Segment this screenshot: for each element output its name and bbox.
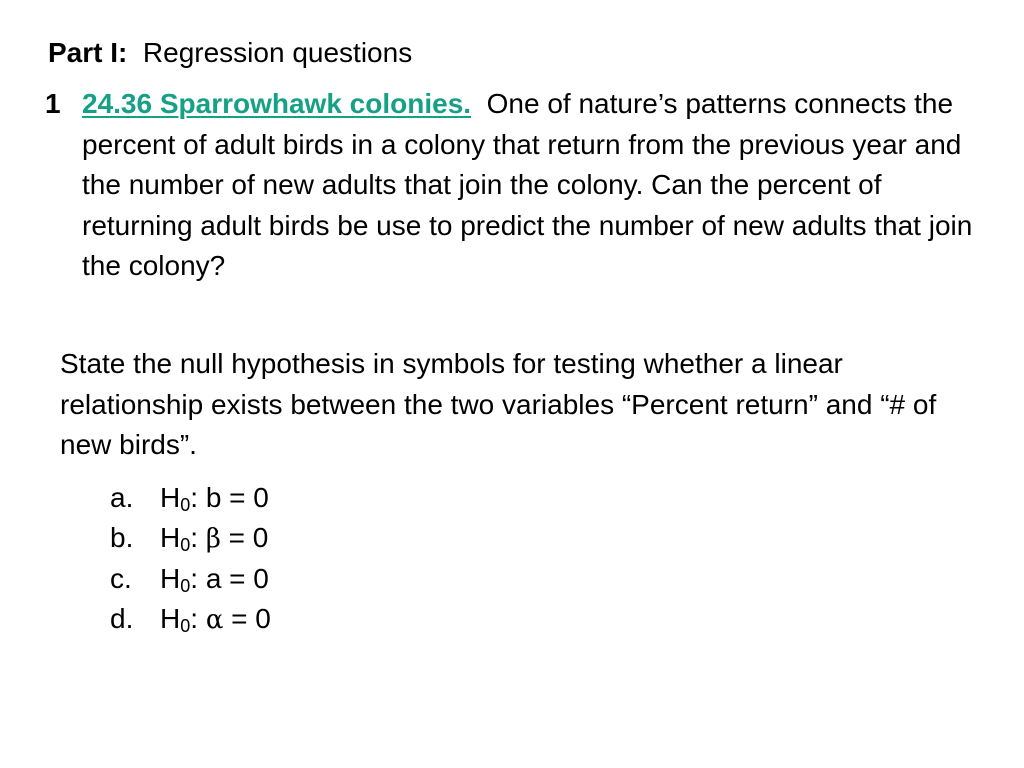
option-equation: = 0 (220, 522, 269, 553)
exercise-link[interactable]: 24.36 Sparrowhawk colonies. (82, 88, 472, 119)
question-text: One of nature’s patterns connects the percent of adult birds in a colony that return from the previous year and the number of new adults that join the colony. Can the percent of returning adult birds be use to predict the number of new adults that join the colony? (82, 88, 973, 281)
option-colon: : (190, 563, 199, 594)
option-letter: c. (110, 563, 132, 594)
hypothesis-prompt: State the null hypothesis in symbols for testing whether a linear relationship exists between the two variables “Percent return” and “# of new birds”. (60, 348, 937, 460)
option-colon: : (190, 603, 199, 634)
question-block (45, 84, 975, 287)
parameter-symbol: a (205, 563, 222, 594)
option-colon: : (190, 482, 199, 513)
option-letter: a. (110, 482, 134, 513)
hypothesis-subscript: 0 (180, 616, 191, 636)
hypothesis-subscript: 0 (180, 495, 191, 515)
hypothesis-subscript: 0 (180, 576, 191, 596)
parameter-symbol: α (205, 605, 224, 635)
option-equation: = 0 (223, 603, 271, 634)
part-title: Regression questions (142, 37, 413, 68)
question-number: 1 (45, 88, 61, 119)
hypothesis-symbol: H (160, 603, 181, 634)
option-a[interactable] (110, 478, 271, 518)
question-text-block (82, 84, 975, 287)
hypothesis-symbol: H (160, 482, 181, 513)
hypothesis-symbol: H (160, 522, 181, 553)
option-letter: d. (110, 603, 134, 634)
option-equation: = 0 (221, 563, 269, 594)
option-colon: : (190, 522, 199, 553)
part-label: Part I: (48, 37, 128, 68)
option-c[interactable] (110, 559, 271, 599)
answer-options (110, 478, 271, 640)
option-b[interactable] (110, 518, 271, 559)
parameter-symbol: β (205, 524, 221, 554)
option-d[interactable] (110, 599, 271, 640)
page-title (48, 33, 412, 73)
option-letter: b. (110, 522, 134, 553)
parameter-symbol: b (205, 482, 222, 513)
hypothesis-subscript: 0 (180, 535, 191, 555)
option-equation: = 0 (221, 482, 269, 513)
hypothesis-symbol: H (160, 563, 181, 594)
